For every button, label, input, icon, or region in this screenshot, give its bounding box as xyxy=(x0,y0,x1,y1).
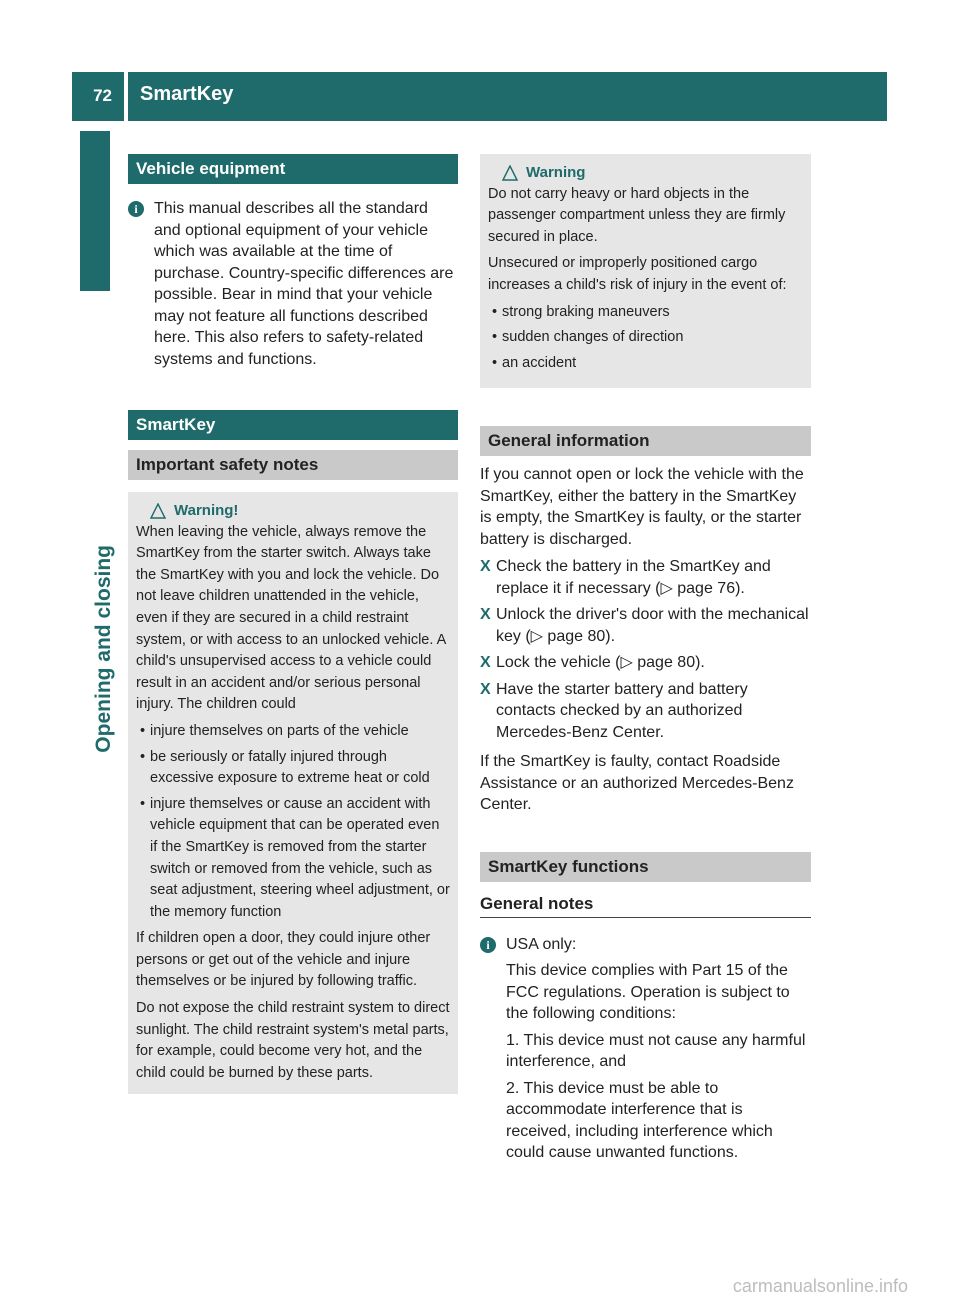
warning-paragraph: Do not carry heavy or hard objects in the passenger compartment unless they are firmly secured in place. xyxy=(488,185,786,245)
side-tab-marker xyxy=(80,131,110,291)
list-item: • injure themselves on parts of the vehicle xyxy=(136,721,450,743)
step-marker-icon: X xyxy=(480,654,491,672)
warning-title xyxy=(488,162,803,184)
step-marker-icon: X xyxy=(480,558,491,576)
page-number: 72 xyxy=(93,86,112,105)
warning-bullet-list xyxy=(488,302,803,375)
side-tab-label: Opening and closing xyxy=(92,545,115,753)
warning-box-cargo xyxy=(480,154,811,388)
safety-notes-heading: Important safety notes xyxy=(128,450,458,480)
vehicle-equipment-heading: Vehicle equipment xyxy=(128,154,458,184)
general-notes-heading: General notes xyxy=(480,894,811,918)
list-item: • an accident xyxy=(488,353,803,375)
info-block xyxy=(506,934,811,1169)
header-bar xyxy=(128,72,887,121)
info-icon: i xyxy=(480,937,496,953)
general-info-heading: General information xyxy=(480,426,811,456)
page-number-bar xyxy=(72,72,124,121)
usa-paragraph: 2. This device must be able to accommodate interference that is received, including interference which could cause unwanted functions. xyxy=(506,1079,773,1162)
action-step xyxy=(480,679,811,744)
warning-box xyxy=(128,492,458,1094)
list-item: • sudden changes of direction xyxy=(488,327,803,349)
smartkey-heading: SmartKey xyxy=(128,410,458,440)
info-note xyxy=(128,198,458,370)
warning-title xyxy=(136,500,450,522)
info-note-usa xyxy=(480,934,811,1169)
step-text: Check the battery in the SmartKey and replace it if necessary (▷ page 76). xyxy=(496,558,771,597)
usa-label: USA only: xyxy=(506,935,577,953)
warning-paragraph: When leaving the vehicle, always remove the SmartKey from the starter switch. Always take the SmartKey with you and lock the vehicle. Do not leave children unattended in the vehicle, even if they are secured in a child restraint system, or with access to an unlocked vehicle. A child's unsupervised access to a vehicle could result in an accident and/or serious personal injury. The children could xyxy=(136,523,446,713)
general-info-text: If you cannot open or lock the vehicle with the SmartKey, either the battery in the SmartKey is empty, the SmartKey is faulty, or the starter battery is discharged. xyxy=(480,466,804,548)
warning-triangle-icon xyxy=(150,503,166,519)
info-text: This manual describes all the standard and optional equipment of your vehicle which was available at the time of purchase. Country-specific differences are possible. Bear in mind that your vehicle may not feature all functions described here. This also refers to safety-related systems and functions. xyxy=(154,200,454,368)
warning-paragraph: Do not expose the child restraint system to direct sunlight. The child restraint system's metal parts, for example, could become very hot, and the child could be burned by these parts. xyxy=(136,1000,450,1081)
warning-triangle-icon xyxy=(502,165,518,181)
action-step xyxy=(480,556,811,599)
info-icon: i xyxy=(128,201,144,217)
right-column xyxy=(480,154,811,1169)
faulty-text: If the SmartKey is faulty, contact Roadside Assistance or an authorized Mercedes-Benz Center. xyxy=(480,753,794,814)
action-step xyxy=(480,652,811,674)
smartkey-functions-heading: SmartKey functions xyxy=(480,852,811,882)
warning-bullet-list xyxy=(136,721,450,923)
warning-title-text: Warning! xyxy=(174,502,239,519)
step-marker-icon: X xyxy=(480,606,491,624)
warning-paragraph: If children open a door, they could injure other persons or get out of the vehicle and injure themselves or be injured by following traffic. xyxy=(136,930,431,990)
list-item: • be seriously or fatally injured through excessive exposure to extreme heat or cold xyxy=(136,747,450,790)
step-text: Lock the vehicle (▷ page 80). xyxy=(496,654,705,672)
step-text: Unlock the driver's door with the mechanical key (▷ page 80). xyxy=(496,606,809,645)
action-step xyxy=(480,604,811,647)
list-item: • injure themselves or cause an accident with vehicle equipment that can be operated even if the SmartKey is removed from the starter switch or removed from the vehicle, such as seat adjustment, steering wheel adjustment, or the memory function xyxy=(136,794,450,924)
left-column xyxy=(128,154,458,1094)
step-text: Have the starter battery and battery contacts checked by an authorized Mercedes-Benz Center. xyxy=(496,680,748,741)
usa-paragraph: This device complies with Part 15 of the FCC regulations. Operation is subject to the following conditions: xyxy=(506,962,790,1023)
page-title: SmartKey xyxy=(140,83,234,105)
warning-paragraph: Unsecured or improperly positioned cargo increases a child's risk of injury in the event of: xyxy=(488,255,787,293)
list-item: • strong braking maneuvers xyxy=(488,302,803,324)
warning-title-text: Warning xyxy=(526,164,586,181)
watermark: carmanualsonline.info xyxy=(732,1276,908,1296)
action-steps xyxy=(480,556,811,743)
step-marker-icon: X xyxy=(480,680,491,698)
usa-paragraph: 1. This device must not cause any harmful interference, and xyxy=(506,1031,806,1071)
